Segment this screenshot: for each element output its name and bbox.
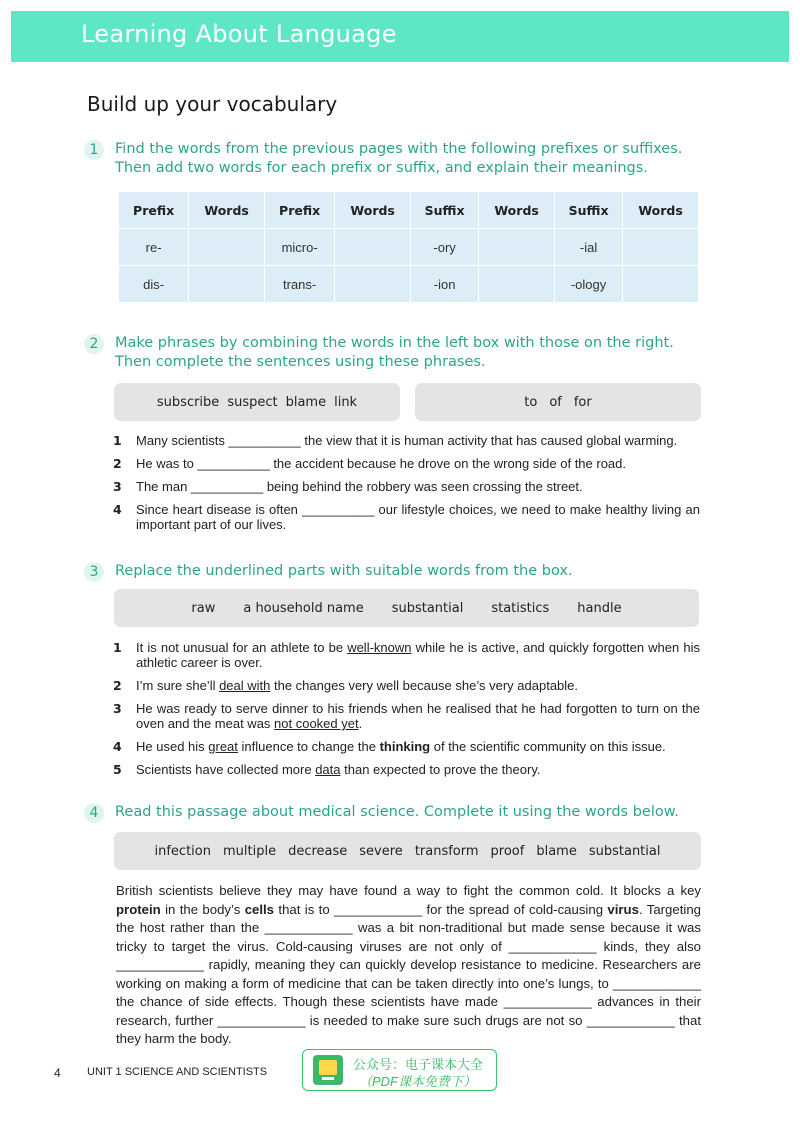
- stamp-text: 公众号：电子课本大全: [353, 1057, 484, 1072]
- box-word: substantial: [391, 600, 464, 616]
- list-item: 2 I’m sure she’ll deal with the changes very well because she’s very adaptable.: [113, 678, 579, 693]
- list-item: 4 Since heart disease is often __________ our lifestyle choices, we need to make healthy living an important part of our lives.: [113, 502, 700, 532]
- box-word: decrease: [288, 843, 348, 859]
- box-word: proof: [490, 843, 525, 859]
- box-word: transform: [414, 843, 479, 859]
- box-word: of: [549, 394, 562, 410]
- page-number: 4: [54, 1066, 61, 1080]
- exercise-instruction: Find the words from the previous pages with the following prefixes or suffixes. Then add two words for each prefix or suffix, and explain their meanings.: [115, 141, 683, 176]
- header-banner: [11, 11, 789, 62]
- exercise-number: 4: [84, 803, 104, 823]
- box-word: link: [334, 394, 358, 410]
- box-word: severe: [359, 843, 403, 859]
- table-header-row: [119, 192, 699, 229]
- answer-cell[interactable]: [335, 229, 411, 266]
- box-word: to: [524, 394, 538, 410]
- table-header-cell: Prefix: [265, 192, 335, 229]
- answer-cell[interactable]: [189, 229, 265, 266]
- answer-cell[interactable]: [479, 266, 555, 303]
- answer-cell[interactable]: [479, 229, 555, 266]
- exercise-number: 3: [84, 562, 104, 582]
- word-box: [114, 589, 699, 627]
- list-item: 1 It is not unusual for an athlete to be well-known while he is active, and quickly forgotten when his athletic career is over.: [113, 640, 700, 670]
- glossary-word: virus: [607, 901, 639, 917]
- table-cell: trans-: [265, 266, 335, 303]
- underlined-phrase: data: [315, 762, 341, 777]
- exercise-instruction: Make phrases by combining the words in the left box with those on the right. Then complete the sentences using these phrases.: [115, 335, 674, 370]
- table-cell: -ial: [554, 229, 622, 266]
- box-word: infection: [154, 843, 211, 859]
- table-cell: -ory: [411, 229, 479, 266]
- table-row: [119, 229, 699, 266]
- word-box: [114, 832, 701, 870]
- box-word: suspect: [227, 394, 278, 410]
- watermark-stamp: [302, 1049, 497, 1091]
- word-box-right: [415, 383, 701, 421]
- glossary-word: thinking: [379, 739, 431, 754]
- section-title: Build up your vocabulary: [87, 92, 338, 116]
- box-word: subscribe: [156, 394, 220, 410]
- box-word: for: [573, 394, 592, 410]
- table-header-cell: Prefix: [119, 192, 189, 229]
- table-header-cell: Suffix: [554, 192, 622, 229]
- box-word: blame: [285, 394, 327, 410]
- list-item: 3 The man __________ being behind the robbery was seen crossing the street.: [113, 479, 583, 494]
- box-word: raw: [191, 600, 216, 616]
- reading-passage: British scientists believe they may have found a way to fight the common cold. It blocks a key protein in the body’s cells that is to ____________ for the spread of cold-causing virus. Targeting the host rather than the ____________ was a bit non-traditional but made sense because it was tricky to target the virus. Cold-causing viruses are not only of ____________ kinds, they also ____________ rapidly, meaning they can quickly develop resistance to medicine. Researchers are working on making a form of medicine that can be taken directly into one’s lungs, to ____________ the chance of side effects. Though these scientists have made ____________ advances in their research, further ____________ is needed to make sure such drugs are not so ____________ that they harm the body.: [116, 883, 701, 1046]
- glossary-word: protein: [116, 901, 161, 917]
- book-icon: [313, 1055, 343, 1085]
- exercise-instruction: Read this passage about medical science. Complete it using the words below.: [115, 804, 679, 820]
- box-word: handle: [577, 600, 622, 616]
- word-box-left: [114, 383, 400, 421]
- box-word: blame: [536, 843, 577, 859]
- exercise-number: 1: [84, 140, 104, 160]
- list-item: 2 He was to __________ the accident because he drove on the wrong side of the road.: [113, 456, 627, 471]
- list-item: 3 He was ready to serve dinner to his friends when he realised that he had forgotten to turn on the oven and the meat was not cooked yet.: [113, 701, 700, 731]
- box-word: multiple: [222, 843, 277, 859]
- header-title: Learning About Language: [81, 20, 397, 48]
- answer-cell[interactable]: [623, 229, 699, 266]
- box-word: a household name: [243, 600, 364, 616]
- unit-label: UNIT 1 SCIENCE AND SCIENTISTS: [87, 1066, 268, 1078]
- underlined-phrase: great: [208, 739, 238, 754]
- box-word: statistics: [491, 600, 550, 616]
- stamp-text: （PDF课本免费下）: [359, 1074, 477, 1089]
- table-cell: -ion: [411, 266, 479, 303]
- table-cell: micro-: [265, 229, 335, 266]
- answer-cell[interactable]: [189, 266, 265, 303]
- answer-cell[interactable]: [335, 266, 411, 303]
- underlined-phrase: well-known: [347, 640, 412, 655]
- underlined-phrase: deal with: [219, 678, 271, 693]
- table-header-cell: Words: [623, 192, 699, 229]
- exercise-number: 2: [84, 334, 104, 354]
- table-cell: re-: [119, 229, 189, 266]
- table-header-cell: Words: [189, 192, 265, 229]
- table-header-cell: Suffix: [411, 192, 479, 229]
- table-cell: dis-: [119, 266, 189, 303]
- list-item: 1 Many scientists __________ the view that it is human activity that has caused global warming.: [113, 433, 678, 448]
- table-header-cell: Words: [479, 192, 555, 229]
- affix-table: [118, 191, 699, 303]
- exercise-instruction: Replace the underlined parts with suitable words from the box.: [115, 563, 573, 579]
- table-header-cell: Words: [335, 192, 411, 229]
- box-word: substantial: [588, 843, 661, 859]
- answer-cell[interactable]: [623, 266, 699, 303]
- glossary-word: cells: [244, 901, 275, 917]
- list-item: 4 He used his great influence to change the thinking of the scientific community on this issue.: [113, 739, 666, 754]
- table-row: [119, 266, 699, 303]
- table-cell: -ology: [554, 266, 622, 303]
- sentence-list: [113, 433, 700, 540]
- underlined-phrase: not cooked yet: [274, 716, 359, 731]
- sentence-list: [113, 640, 700, 785]
- list-item: 5 Scientists have collected more data than expected to prove the theory.: [113, 762, 541, 777]
